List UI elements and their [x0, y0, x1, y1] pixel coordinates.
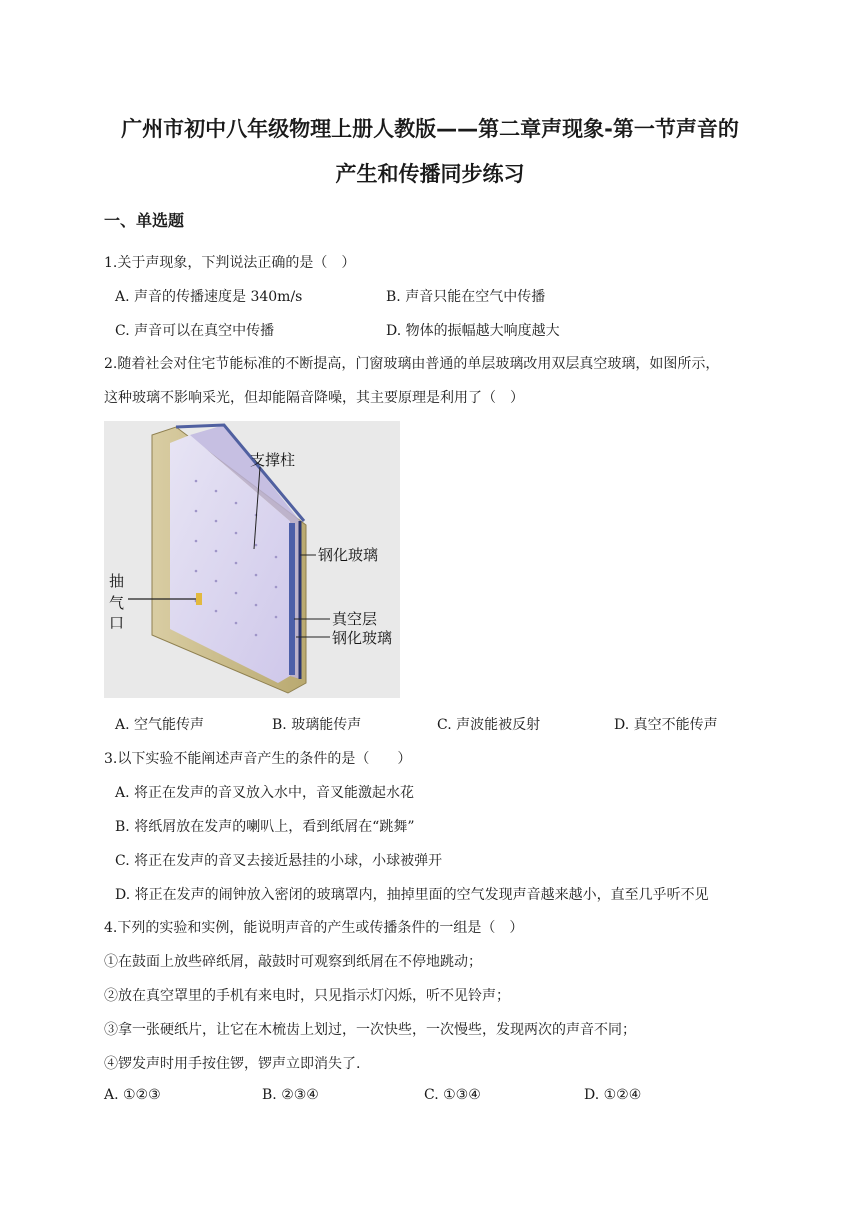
label-vent-1: 抽 [109, 572, 125, 590]
q2-stem-line-1: 2.随着社会对住宅节能标准的不断提高，门窗玻璃由普通的单层玻璃改用双层真空玻璃，如图所示， [104, 356, 720, 372]
q3-option-b[interactable]: B. 将纸屑放在发声的喇叭上，看到纸屑在“跳舞” [115, 819, 415, 835]
q2-option-a[interactable]: A. 空气能传声 [115, 717, 205, 733]
q4-option-b[interactable]: B. ②③④ [262, 1087, 319, 1103]
q4-option-d[interactable]: D. ①②④ [584, 1087, 642, 1103]
q1-option-b[interactable]: B. 声音只能在空气中传播 [386, 289, 546, 305]
vacuum-glass-illustration [104, 421, 400, 698]
q4-item-1: ①在鼓面上放些碎纸屑，敲鼓时可观察到纸屑在不停地跳动； [104, 954, 482, 970]
q4-item-4: ④锣发声时用手按住锣，锣声立即消失了. [104, 1056, 361, 1072]
document-title-line-1: 广州市初中八年级物理上册人教版——第二章声现象-第一节声音的 [121, 117, 739, 141]
q2-option-d[interactable]: D. 真空不能传声 [614, 717, 718, 733]
q3-stem: 3.以下实验不能阐述声音产生的条件的是（ ） [104, 751, 412, 767]
label-tempered-glass-bottom: 钢化玻璃 [332, 629, 393, 647]
label-vent-2: 气 [109, 594, 125, 612]
q1-option-a[interactable]: A. 声音的传播速度是 340m/s [115, 289, 303, 305]
q1-option-c[interactable]: C. 声音可以在真空中传播 [115, 323, 275, 339]
q2-option-c[interactable]: C. 声波能被反射 [437, 717, 541, 733]
section-heading: 一、单选题 [104, 211, 185, 230]
q2-option-b[interactable]: B. 玻璃能传声 [272, 717, 362, 733]
q2-stem-line-2: 这种玻璃不影响采光，但却能隔音降噪，其主要原理是利用了（ ） [104, 390, 524, 406]
document-title-line-2: 产生和传播同步练习 [335, 162, 525, 186]
label-support-pillar: 支撑柱 [250, 451, 296, 469]
q4-stem: 4.下列的实验和实例，能说明声音的产生或传播条件的一组是（ ） [104, 920, 524, 936]
q4-option-a[interactable]: A. ①②③ [104, 1087, 161, 1103]
vent-port [196, 593, 202, 605]
label-tempered-glass-top: 钢化玻璃 [318, 546, 379, 564]
label-vent-3: 口 [109, 614, 125, 632]
label-vacuum-layer: 真空层 [332, 610, 378, 628]
q3-option-c[interactable]: C. 将正在发声的音叉去接近悬挂的小球，小球被弹开 [115, 853, 443, 869]
q4-option-c[interactable]: C. ①③④ [424, 1087, 481, 1103]
q4-item-3: ③拿一张硬纸片，让它在木梳齿上划过，一次快些，一次慢些，发现两次的声音不同； [104, 1022, 636, 1038]
q1-option-d[interactable]: D. 物体的振幅越大响度越大 [386, 323, 560, 339]
vacuum-glass-diagram [104, 421, 400, 698]
q3-option-d[interactable]: D. 将正在发声的闹钟放入密闭的玻璃罩内，抽掉里面的空气发现声音越来越小，直至几乎听不见 [115, 887, 709, 903]
q3-option-a[interactable]: A. 将正在发声的音叉放入水中，音叉能激起水花 [115, 785, 415, 801]
q4-item-2: ②放在真空罩里的手机有来电时，只见指示灯闪烁，听不见铃声； [104, 988, 510, 1004]
q1-stem: 1.关于声现象，下判说法正确的是（ ） [104, 255, 356, 271]
